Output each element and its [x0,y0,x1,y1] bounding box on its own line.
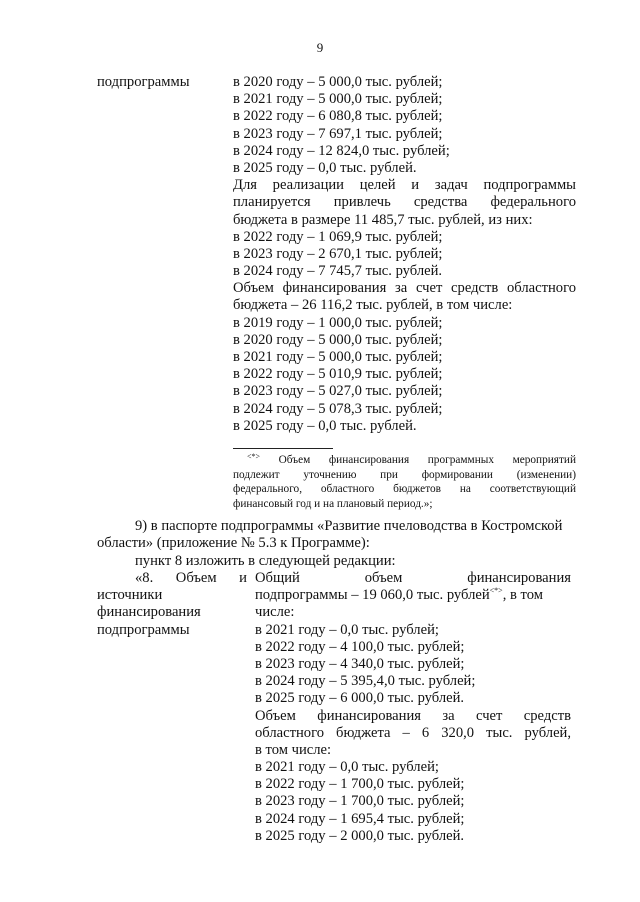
funding-line: в 2025 году – 6 000,0 тыс. рублей. [255,690,465,707]
funding-line: в 2025 году – 2 000,0 тыс. рублей. [255,827,465,844]
text-line [255,587,571,604]
total-amount-suffix: , в том [502,587,543,604]
funding-line: в 2024 году – 5 395,4,0 тыс. рублей; [255,673,476,690]
label-line: подпрограммы [97,621,190,638]
funding-line: в 2021 году – 0,0 тыс. рублей; [255,759,439,776]
funding-line: в 2023 году – 4 340,0 тыс. рублей; [255,655,465,672]
funding-line: в 2019 году – 1 000,0 тыс. рублей; [233,314,443,331]
text-line: областного бюджета – 6 320,0 тыс. рублей, [255,724,571,741]
funding-line: в 2024 году – 12 824,0 тыс. рублей; [233,142,450,159]
block2-content [255,570,571,845]
funding-line: в 2021 году – 5 000,0 тыс. рублей; [233,91,443,108]
item9-line: области» (приложение № 5.3 к Программе): [97,535,370,552]
text-line: бюджета – 26 116,2 тыс. рублей, в том числе: [233,297,513,314]
footnote [233,453,576,511]
text-line: планируется привлечь средства федерального [233,194,576,211]
footnote-separator [233,448,333,449]
funding-line: в 2024 году – 7 745,7 тыс. рублей. [233,263,443,280]
label-line: «8. Объем и [135,570,247,586]
block2-label [97,570,247,639]
funding-line: в 2025 году – 0,0 тыс. рублей. [233,159,417,176]
funding-line: в 2022 году – 5 010,9 тыс. рублей; [233,366,443,383]
total-amount-text: подпрограммы – 19 060,0 тыс. рублей [255,587,490,604]
funding-line: в 2022 году – 1 700,0 тыс. рублей; [255,776,465,793]
item9-paragraph [97,518,576,552]
text-line: в том числе: [255,741,332,758]
text-line: бюджета в размере 11 485,7 тыс. рублей, из них: [233,211,533,228]
funding-line: в 2022 году – 1 069,9 тыс. рублей; [233,228,443,245]
funding-line: в 2025 году – 0,0 тыс. рублей. [233,417,417,434]
item9-line: 9) в паспорте подпрограммы «Развитие пчеловодства в Костромской [135,518,563,534]
funding-line: в 2021 году – 5 000,0 тыс. рублей; [233,349,443,365]
funding-line: в 2023 году – 7 697,1 тыс. рублей; [233,125,443,142]
funding-line: в 2023 году – 1 700,0 тыс. рублей; [255,793,465,810]
block1-content [233,74,576,435]
text-line: Объем финансирования за счет средств областного [233,280,576,297]
footnote-marker: <*> [489,586,503,596]
text-line: Для реализации целей и задач подпрограммы [233,177,576,194]
funding-line: в 2024 году – 5 078,3 тыс. рублей; [233,400,443,417]
funding-line: в 2020 году – 5 000,0 тыс. рублей; [233,74,443,90]
label-line: источники [97,587,163,604]
item9-instruction: пункт 8 изложить в следующей редакции: [135,553,396,569]
footnote-line [233,453,576,468]
funding-line: в 2023 году – 2 670,1 тыс. рублей; [233,245,443,262]
footnote-line: финансовый год и на плановый период.»; [233,497,433,510]
footnote-line: подлежит уточнению при формировании (изменении) [233,468,576,481]
text-line: Общий объем финансирования [255,570,571,586]
footnote-text: Объем финансирования программных мероприятий [278,454,576,466]
funding-line: в 2023 году – 5 027,0 тыс. рублей; [233,383,443,400]
funding-line: в 2020 году – 5 000,0 тыс. рублей; [233,331,443,348]
funding-line: в 2024 году – 1 695,4 тыс. рублей; [255,810,465,827]
text-line: Объем финансирования за счет средств [255,707,571,724]
funding-line: в 2022 году – 4 100,0 тыс. рублей; [255,638,465,655]
funding-line: в 2022 году – 6 080,8 тыс. рублей; [233,108,443,125]
funding-line: в 2021 году – 0,0 тыс. рублей; [255,621,439,638]
label-line: финансирования [97,604,201,621]
page-number: 9 [316,40,324,55]
footnote-marker: <*> [247,452,261,461]
block1-label: подпрограммы [97,74,190,90]
footnote-line: федерального, областного бюджетов на соответствующий [233,483,576,496]
text-line: числе: [255,604,295,621]
